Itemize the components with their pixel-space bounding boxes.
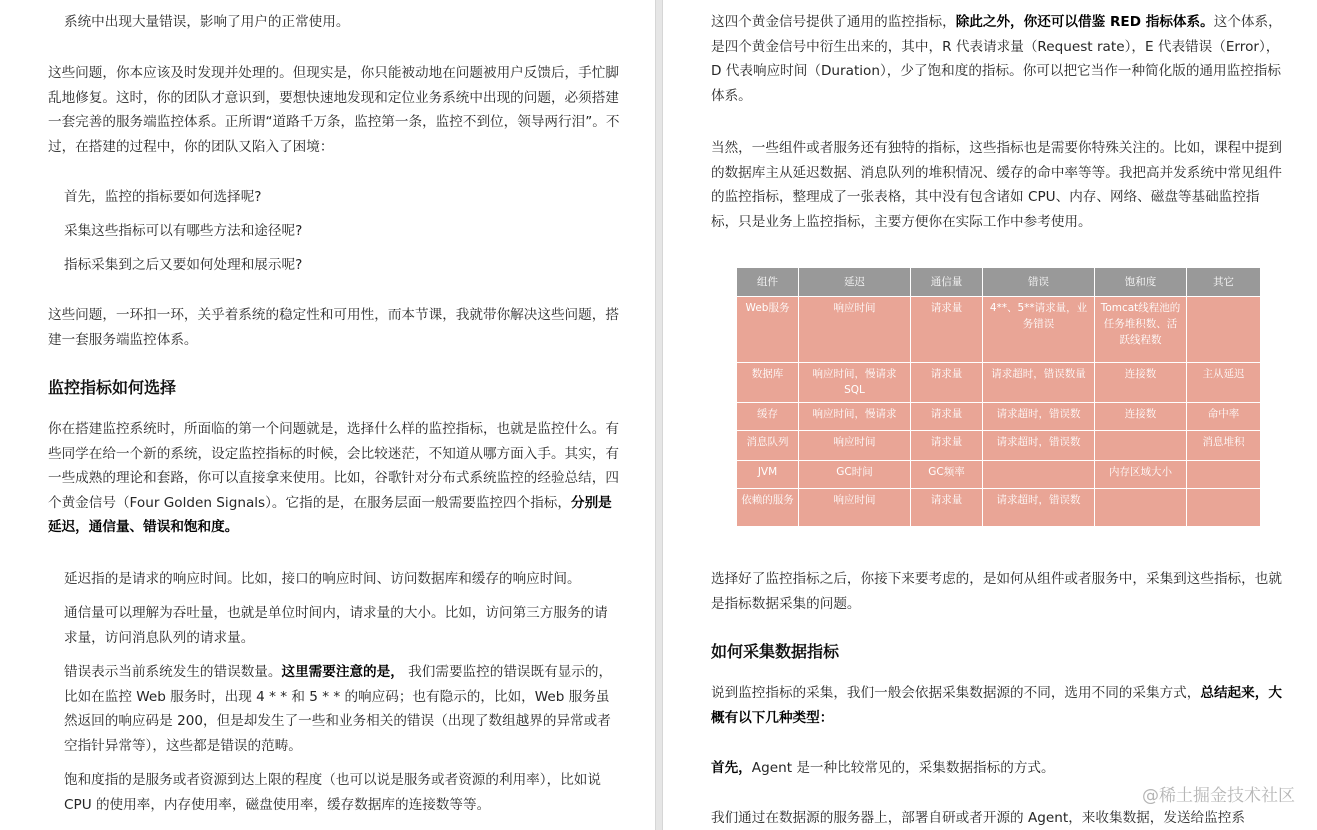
section-heading: 如何采集数据指标 [711,642,840,661]
table-cell: 响应时间，慢请求 [799,403,911,431]
table-row [737,297,1261,363]
table-cell: GC频率 [911,461,983,489]
table-cell: 响应时间 [799,489,911,527]
table-row [737,461,1261,489]
table-cell: 依赖的服务 [737,489,799,527]
question-item: 采集这些指标可以有哪些方法和途径呢? [64,223,303,239]
table-cell [1187,461,1261,489]
table-cell: 请求超时，错误数量 [983,363,1095,403]
table-cell: 主从延迟 [1187,363,1261,403]
table-cell: 数据库 [737,363,799,403]
table-cell: Web服务 [737,297,799,363]
table-row [737,363,1261,403]
table-cell: 响应时间 [799,297,911,363]
table-row [737,489,1261,527]
table-cell: JVM [737,461,799,489]
paragraph: 我们通过在数据源的服务器上，部署自研或者开源的 Agent，来收集数据，发送给监控系 [711,810,1245,826]
table-cell [983,461,1095,489]
table-cell: 缓存 [737,403,799,431]
paragraph: 这些问题，一环扣一环，关乎着系统的稳定性和可用性，而本节课，我就带你解决这些问题，搭建一套服务端监控体系。 [48,307,619,348]
table-cell: 请求超时，错误数 [983,431,1095,461]
paragraph: 当然，一些组件或者服务还有独特的指标，这些指标也是需要你特殊关注的。比如，课程中提到的数据库主从延迟数据、消息队列的堆积情况、缓存的命中率等等。我把高并发系统中常见组件的监控指标，整理成了一张表格，其中没有包含诸如 CPU、内存、网络、磁盘等基础监控指标，只是业务上监控指标，主要方便你在实际工作中参考使用。 [711,140,1282,230]
right-page [663,0,1317,830]
question-item: 首先，监控的指标要如何选择呢? [64,189,262,205]
metrics-table [736,267,1261,527]
page-divider [655,0,663,830]
table-cell: 请求超时，错误数 [983,489,1095,527]
table-cell: 连接数 [1095,403,1187,431]
table-header-cell: 延迟 [799,268,911,297]
table-cell: 连接数 [1095,363,1187,403]
left-page [0,0,655,830]
table-cell: 请求量 [911,297,983,363]
paragraph: 首先，Agent 是一种比较常见的，采集数据指标的方式。 [711,760,1055,776]
list-item: 延迟指的是请求的响应时间。比如，接口的响应时间、访问数据库和缓存的响应时间。 [64,571,581,587]
table-cell: GC时间 [799,461,911,489]
table-cell: 4**、5**请求量，业务错误 [983,297,1095,363]
paragraph: 你在搭建监控系统时，所面临的第一个问题就是，选择什么样的监控指标，也就是监控什么。有些同学在给一个新的系统，设定监控指标的时候，会比较迷茫，不知道从哪方面入手。其实，有一些成熟的理论和套路，你可以直接拿来使用。比如，谷歌针对分布式系统监控的经验总结，四个黄金信号（Four Golden Signals）。它指的是，在服务层面一般需要监控四个指标，分别是延迟，通信量、错误和饱和度。 [48,421,619,535]
table-row [737,403,1261,431]
table-cell: 命中率 [1187,403,1261,431]
paragraph: 这些问题，你本应该及时发现并处理的。但现实是，你只能被动地在问题被用户反馈后，手忙脚乱地修复。这时，你的团队才意识到，要想快速地发现和定位业务系统中出现的问题，必须搭建一套完善的服务端监控体系。正所谓“道路千万条，监控第一条，监控不到位，领导两行泪”。不过，在搭建的过程中，你的团队又陷入了困境： [48,65,620,155]
section-heading: 监控指标如何选择 [48,378,177,397]
question-item: 指标采集到之后又要如何处理和展示呢? [64,257,303,273]
table-cell: 请求超时，错误数 [983,403,1095,431]
paragraph: 选择好了监控指标之后，你接下来要考虑的，是如何从组件或者服务中，采集到这些指标，也就是指标数据采集的问题。 [711,571,1282,612]
paragraph: 说到监控指标的采集，我们一般会依据采集数据源的不同，选用不同的采集方式，总结起来，大概有以下几种类型： [711,685,1282,726]
table-row [737,431,1261,461]
list-item: 通信量可以理解为吞吐量，也就是单位时间内，请求量的大小。比如，访问第三方服务的请求量，访问消息队列的请求量。 [64,605,608,646]
table-header-cell: 其它 [1187,268,1261,297]
paragraph: 系统中出现大量错误，影响了用户的正常使用。 [64,14,350,30]
table-cell [1095,489,1187,527]
table-cell: 响应时间 [799,431,911,461]
table-cell: 响应时间，慢请求SQL [799,363,911,403]
table-header-cell: 错误 [983,268,1095,297]
paragraph: 这四个黄金信号提供了通用的监控指标，除此之外，你还可以借鉴 RED 指标体系。这个体系，是四个黄金信号中衍生出来的，其中，R 代表请求量（Request rate），E 代表错误（Error），D 代表响应时间（Duration），少了饱和度的指标。你可以把它当作一种简化版的通用监控指标体系。 [711,14,1282,104]
watermark: @稀土掘金技术社区 [1142,786,1295,806]
table-header-cell: 通信量 [911,268,983,297]
table-cell [1187,297,1261,363]
table-cell: 内存区域大小 [1095,461,1187,489]
table-header-cell: 饱和度 [1095,268,1187,297]
table-cell: 消息队列 [737,431,799,461]
table-cell [1187,489,1261,527]
table-header-cell: 组件 [737,268,799,297]
table-header-row [737,268,1261,297]
list-item: 饱和度指的是服务或者资源到达上限的程度（也可以说是服务或者资源的利用率），比如说 CPU 的使用率，内存使用率，磁盘使用率，缓存数据库的连接数等等。 [64,772,601,813]
table-cell: 消息堆积 [1187,431,1261,461]
table-cell [1095,431,1187,461]
table-cell: Tomcat线程池的任务堆积数、活跃线程数 [1095,297,1187,363]
table-cell: 请求量 [911,363,983,403]
table-cell: 请求量 [911,489,983,527]
list-item: 错误表示当前系统发生的错误数量。这里需要注意的是， 我们需要监控的错误既有显示的，比如在监控 Web 服务时，出现 4 * * 和 5 * * 的响应码；也有隐示的，比如，Web 服务虽然返回的响应码是 200，但是却发生了一些和业务相关的错误（出现了数组越界的异常或者空指针异常等），这些都是错误的范畴。 [64,664,613,754]
table-cell: 请求量 [911,403,983,431]
table-cell: 请求量 [911,431,983,461]
